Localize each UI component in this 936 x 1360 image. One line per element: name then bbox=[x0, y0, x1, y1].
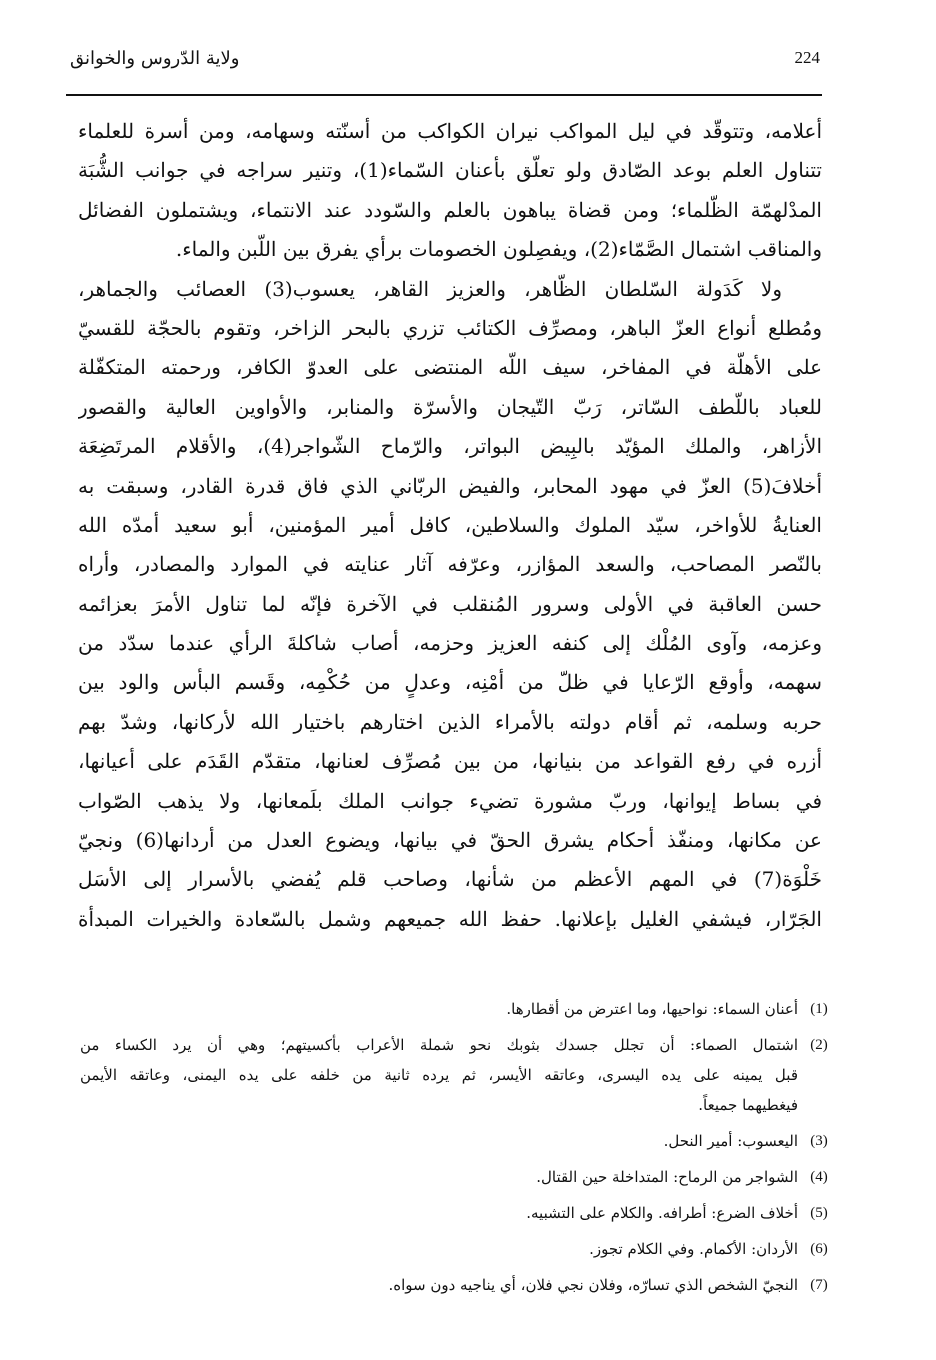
footnote-text bbox=[80, 1270, 798, 1300]
footnote-line: فيغطيهما جميعاً. bbox=[698, 1096, 798, 1114]
body-line: على الأهلّة في المفاخر، سيف اللّه المنتضى على العدوّ الكافر، ورحمته المتكفّلة bbox=[78, 355, 822, 380]
body-line: أزره في رفع القواعد من بنيانها، من بين مُصرِّف لعنانها، متقدّم القَدَم على أعيانها، bbox=[78, 749, 822, 774]
footnote-text bbox=[80, 1198, 798, 1228]
body-text bbox=[78, 112, 822, 939]
footnote-number: (2) bbox=[810, 1037, 828, 1053]
page-number: 224 bbox=[794, 48, 820, 67]
page-header bbox=[66, 40, 822, 96]
footnote bbox=[80, 994, 840, 1024]
body-line: الأزاهر، والملك المؤيّد بالبِيض البواتر، والرّماح الشّواجر(4)، والأقلام المرتَضِعَة bbox=[78, 434, 822, 459]
footnote-number: (7) bbox=[810, 1277, 828, 1293]
footnote bbox=[80, 1270, 840, 1300]
footnotes bbox=[80, 994, 840, 1306]
footnote-number: (4) bbox=[810, 1169, 828, 1185]
footnote bbox=[80, 1234, 840, 1264]
header-rule bbox=[66, 94, 822, 96]
footnote bbox=[80, 1198, 840, 1228]
footnote-text bbox=[80, 994, 798, 1024]
footnote-line: اشتمال الصماء: أن تجلل جسدك بثوبك نحو شملة الأعراب بأكسيتهم؛ وهي أن يرد الكساء من bbox=[80, 1036, 798, 1054]
footnote-number: (5) bbox=[810, 1205, 828, 1221]
footnote-line: قبل يمينه على يده اليسرى، وعاتقه الأيسر، ثم يرده ثانية من خلفه على يده اليمنى، وعاتقه الأيمن bbox=[80, 1066, 798, 1084]
body-line: ومُطلع أنواع العزّ الباهر، ومصرِّف الكتائب تزري بالبحر الزاخر، وتقوم بالحجّة للقسيّ bbox=[78, 315, 822, 340]
body-line: عن مكانها، ومنفّذ أحكام يشرق الحقّ في بيانها، ويضوع العدل من أردانها(6) ونجيّ bbox=[78, 828, 822, 853]
footnote-line: أعنان السماء: نواحيها، وما اعترض من أقطارها. bbox=[506, 1000, 798, 1018]
footnote-text bbox=[80, 1162, 798, 1192]
footnote-text bbox=[80, 1030, 798, 1120]
body-line: حربه وسلمه، ثم أقام دولته بالأمراء الذين اختارهم باختيار الله لأركانها، وشدّ بهم bbox=[78, 709, 822, 734]
body-line: وعزمه، وآوى المُلْك إلى كنفه العزيز وحزمه، أصاب شاكلةَ الرأي عندما سدّد من bbox=[78, 631, 822, 656]
footnote-number: (1) bbox=[810, 1001, 828, 1017]
footnote-number: (3) bbox=[810, 1133, 828, 1149]
body-line: ولا كَدَولة السّلطان الظّاهر، والعزيز القاهر، يعسوب(3) العصائب والجماهر، bbox=[78, 276, 782, 301]
footnote-line: الشواجر من الرماح: المتداخلة حين القتال. bbox=[536, 1168, 798, 1186]
footnote-text bbox=[80, 1126, 798, 1156]
body-line: بالنّصر المصاحب، والسعد المؤازر، وعرّفه آثار عنايته في الموارد والمصادر، وأراه bbox=[78, 552, 822, 577]
footnote-line: النجيّ الشخص الذي تسارّه، وفلان نجي فلان، أي يناجيه دون سواه. bbox=[388, 1276, 798, 1294]
footnote-text bbox=[80, 1234, 798, 1264]
body-line: والمناقب اشتمال الصَّمّاء(2)، ويفصِلون الخصومات برأي يفرق بين اللّبن والماء. bbox=[175, 237, 822, 262]
body-line: سهمه، وأوقع الرّعايا في ظلّ من أمْنِه، وعدلٍ من حُكْمِه، وقَسم البأس والود بين bbox=[78, 670, 822, 695]
body-line: تتناول العلم بوعد الصّادق ولو تعلّق بأعنان السّماء(1)، وتنير سراجه في جوانب الشُّبَة bbox=[78, 158, 822, 183]
body-line: حسن العاقبة في الأولى وسرور المُنقلب في الآخرة فإنّه لما تناول الأمرَ بعزائمه bbox=[78, 591, 822, 616]
footnote-line: اليعسوب: أمير النحل. bbox=[663, 1132, 798, 1150]
body-line: العنايةُ للأواخر، سيّد الملوك والسلاطين، كافل أمير المؤمنين، أبو سعيد أمدّه الله bbox=[78, 512, 822, 537]
footnote bbox=[80, 1126, 840, 1156]
body-line: للعباد باللّطف السّاتر، رَبّ التّيجان والأسرّة والمنابر، والأواوين العالية والقصور bbox=[78, 394, 822, 419]
body-line: في بساط إيوانها، وربّ مشورة تضيء جوانب الملك بلَمعانها، ولا يذهب الصّواب bbox=[78, 788, 822, 813]
body-line: أعلامه، وتتوقّد في ليل المواكب نيران الكواكب من أسنّته وسهامه، ومن أسرة للعلماء bbox=[78, 119, 822, 143]
body-line: أخلافَ(5) العزّ في مهود المحابر، والفيض الربّاني الذي فاق قدرة القادر، وسبقت به bbox=[78, 473, 822, 498]
footnote-line: أخلاف الضرع: أطرافه. والكلام على التشبيه. bbox=[526, 1204, 798, 1222]
footnote-number: (6) bbox=[810, 1241, 828, 1257]
footnote bbox=[80, 1162, 840, 1192]
running-title: ولاية الدّروس والخوانق bbox=[70, 48, 240, 69]
footnote bbox=[80, 1030, 840, 1120]
body-line: الجَرّار، فيشفي الغليل بإعلانها. حفظ الله جميعهم وشمل بالسّعادة والخيرات المبدأة bbox=[78, 906, 822, 931]
footnote-line: الأردان: الأكمام. وفي الكلام تجوز. bbox=[589, 1240, 798, 1258]
body-line: خَلْوَة(7) في المهم الأعظم من شأنها، وصاحب قلم يُفضي بالأسرار إلى الأسَل bbox=[78, 867, 822, 892]
body-line: المدْلهمّة الظّلماء؛ ومن قضاة يباهون بالعلم والسّودد عند الانتماء، ويشتملون الفضائل bbox=[78, 197, 822, 222]
